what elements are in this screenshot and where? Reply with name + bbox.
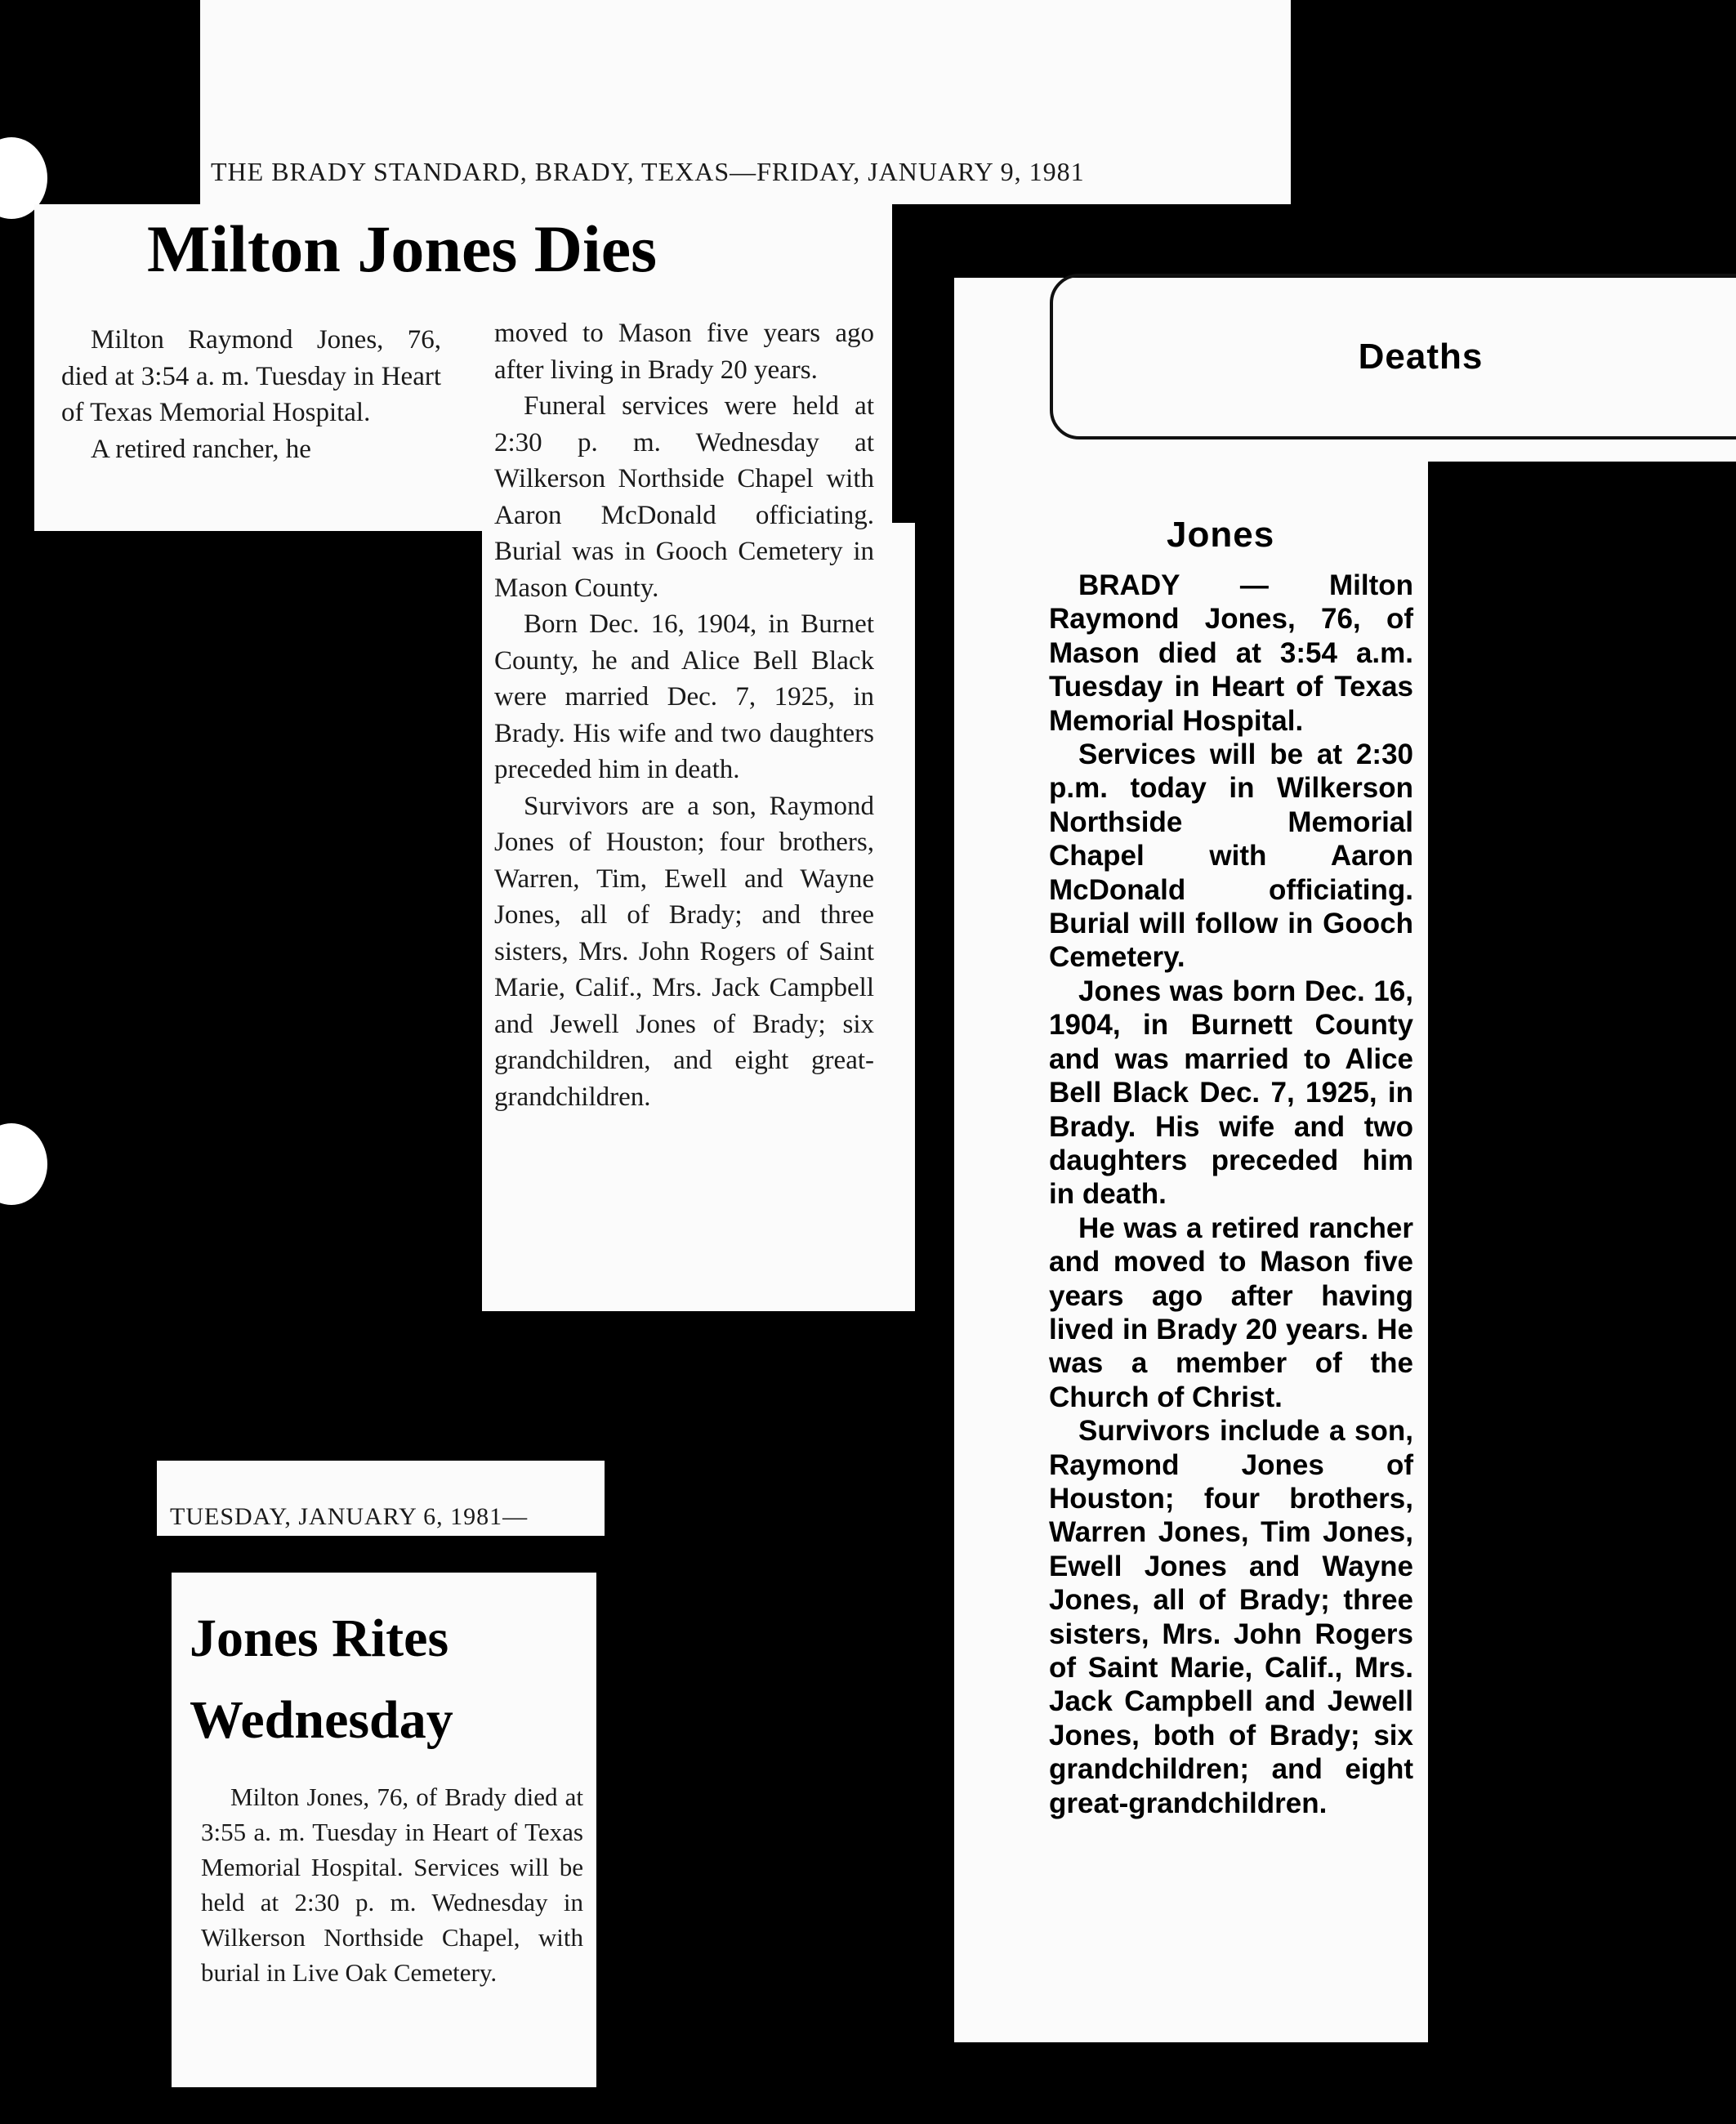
masthead-friday: THE BRADY STANDARD, BRADY, TEXAS—FRIDAY, JANUARY 9, 1981 <box>211 157 1085 186</box>
article1-col1-para2: A retired rancher, he <box>91 434 311 464</box>
article1-column2 <box>494 315 874 1115</box>
deaths-header-box <box>1050 274 1736 440</box>
headline-jones-rites-line1: Jones Rites <box>190 1609 449 1668</box>
article1-col1-para1: Milton Raymond Jones, 76, died at 3:54 a. m. Tuesday in Heart of Texas Memorial Hospital. <box>61 325 441 427</box>
deaths-title-jones: Jones <box>1167 515 1275 555</box>
headline-milton-jones-dies: Milton Jones Dies <box>147 212 658 286</box>
article3-para1: Milton Jones, 76, of Brady died at 3:55 a. m. Tuesday in Heart of Texas Memorial Hospital. Services will be held at 2:30 p. m. Wednesday in Wilkerson Northside Chapel, with burial in Live Oak Cemetery. <box>201 1783 583 1987</box>
article1-column1 <box>61 322 441 467</box>
article1-col2-para1: moved to Mason five years ago after living in Brady 20 years. <box>494 319 874 385</box>
article3-body <box>201 1779 583 1990</box>
deaths-para1: BRADY — Milton Raymond Jones, 76, of Mason died at 3:54 a.m. Tuesday in Heart of Texas Memorial Hospital. <box>1049 569 1413 737</box>
article1-col2-para2: Funeral services were held at 2:30 p. m. Wednesday at Wilkerson Northside Chapel with Aaron McDonald officiating. Burial was in Gooch Cemetery in Mason County. <box>494 391 874 603</box>
deaths-para2: Services will be at 2:30 p.m. today in Wilkerson Northside Memorial Chapel with Aaron McDonald officiating. Burial will follow in Gooch Cemetery. <box>1049 738 1413 974</box>
deaths-para5: Survivors include a son, Raymond Jones of Houston; four brothers, Warren Jones, Tim Jones, Ewell Jones and Wayne Jones, all of Brady; three sisters, Mrs. John Rogers of Saint Marie, Calif., Mrs. Jack Campbell and Jewell Jones, both of Brady; six grandchildren; and eight great-grandchildren. <box>1049 1415 1413 1819</box>
deaths-body <box>1049 569 1413 1820</box>
deaths-para3: Jones was born Dec. 16, 1904, in Burnett County and was married to Alice Bell Black Dec. 7, 1925, in Brady. His wife and two daughters preceded him in death. <box>1049 975 1413 1211</box>
masthead-tuesday: TUESDAY, JANUARY 6, 1981— <box>170 1503 529 1530</box>
article1-col2-para3: Born Dec. 16, 1904, in Burnet County, he and Alice Bell Black were married Dec. 7, 1925, in Brady. His wife and two daughters preceded him in death. <box>494 609 874 784</box>
headline-jones-rites-line2: Wednesday <box>190 1690 453 1750</box>
deaths-para4: He was a retired rancher and moved to Mason five years ago after having lived in Brady 20 years. He was a member of the Church of Christ. <box>1049 1211 1413 1413</box>
deaths-header-label: Deaths <box>1358 336 1484 377</box>
binder-hole-bottom <box>0 1123 47 1205</box>
article1-col2-para4: Survivors are a son, Raymond Jones of Houston; four brothers, Warren, Tim, Ewell and Wayne Jones, all of Brady; and three sisters, Mrs. John Rogers of Saint Marie, Calif., Mrs. Jack Campbell and Jewell Jones of Brady; six grandchildren, and eight great-grandchildren. <box>494 791 874 1112</box>
